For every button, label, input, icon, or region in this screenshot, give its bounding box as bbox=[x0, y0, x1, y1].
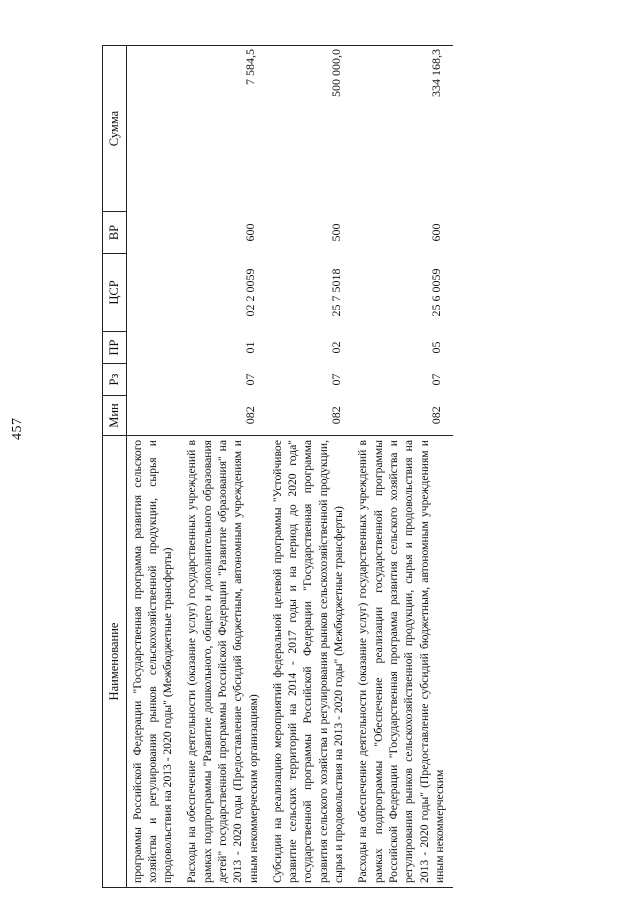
page-number: 457 bbox=[10, 417, 25, 440]
table-row bbox=[126, 46, 181, 888]
table-row bbox=[352, 46, 453, 888]
row-rz bbox=[126, 364, 181, 396]
column-header-min: Мин bbox=[103, 396, 127, 436]
row-vr bbox=[126, 212, 181, 254]
budget-table bbox=[102, 45, 453, 888]
column-header-csr: ЦСР bbox=[103, 254, 127, 332]
table-row bbox=[181, 46, 266, 888]
row-pr: 02 bbox=[328, 341, 343, 354]
row-csr bbox=[126, 254, 181, 332]
row-name: Расходы на обеспечение деятельности (оказание услуг) государственных учреждений в рамках подпрограммы "Развитие дошкольного, общего и дополнительного образования детей" государственной программы Российской Федерации "Развитие образования" на 2013 - 2020 годы (Предоставление субсидий бюджетным, автономным учреждениям и иным некоммерческим организациям) bbox=[181, 436, 266, 888]
row-min: 082 bbox=[243, 406, 258, 425]
row-min: 082 bbox=[429, 406, 444, 425]
row-name: программы Российской Федерации "Государственная программа развития сельского хозяйства и регулирования рынков сельскохозяйственной продукции, сырья и продовольствия на 2013 - 2020 годы" (Межбюджетные трансферты) bbox=[126, 436, 181, 888]
row-rz: 07 bbox=[328, 373, 343, 386]
row-sum bbox=[126, 46, 181, 212]
table-header-row bbox=[103, 46, 127, 888]
row-name: Субсидии на реализацию мероприятий федеральной целевой программы "Устойчивое развитие сельских территорий на 2014 - 2017 годы и на период до 2020 года" государственной программы Российской Федерации "Государственная программа развития сельского хозяйства и регулирования рынков сельскохозяйственной продукции, сырья и продовольствия на 2013 - 2020 годы" (Межбюджетные трансферты) bbox=[267, 436, 352, 888]
row-name: Расходы на обеспечение деятельности (оказание услуг) государственных учреждений в рамках подпрограммы "Обеспечение реализации государственной программы Российской Федерации "Государственная программа развития сельского хозяйства и регулирования рынков сельскохозяйственной продукции, сырья и продовольствия на 2013 - 2020 годы" (Предоставление субсидий бюджетным, автономным учреждениям и иным некоммерческим bbox=[352, 436, 453, 888]
row-csr: 25 6 0059 bbox=[429, 268, 444, 317]
row-vr: 600 bbox=[429, 223, 444, 242]
row-sum: 334 168,3 bbox=[352, 46, 453, 212]
column-header-pr: ПР bbox=[103, 332, 127, 364]
rotated-page-content bbox=[102, 46, 602, 888]
row-min bbox=[126, 396, 181, 436]
column-header-name: Наименование bbox=[103, 436, 127, 888]
row-sum: 7 584,5 bbox=[181, 46, 266, 212]
row-rz: 07 bbox=[243, 373, 258, 386]
column-header-sum: Сумма bbox=[103, 46, 127, 212]
column-header-rz: Рз bbox=[103, 364, 127, 396]
column-header-vr: ВР bbox=[103, 212, 127, 254]
row-min: 082 bbox=[328, 406, 343, 425]
row-vr: 600 bbox=[243, 223, 258, 242]
row-sum: 500 000,0 bbox=[267, 46, 352, 212]
row-pr: 01 bbox=[243, 341, 258, 354]
table-row bbox=[267, 46, 352, 888]
row-pr bbox=[126, 332, 181, 364]
row-csr: 25 7 5018 bbox=[328, 268, 343, 317]
row-rz: 07 bbox=[429, 373, 444, 386]
row-pr: 05 bbox=[429, 341, 444, 354]
row-csr: 02 2 0059 bbox=[243, 268, 258, 317]
row-vr: 500 bbox=[328, 223, 343, 242]
